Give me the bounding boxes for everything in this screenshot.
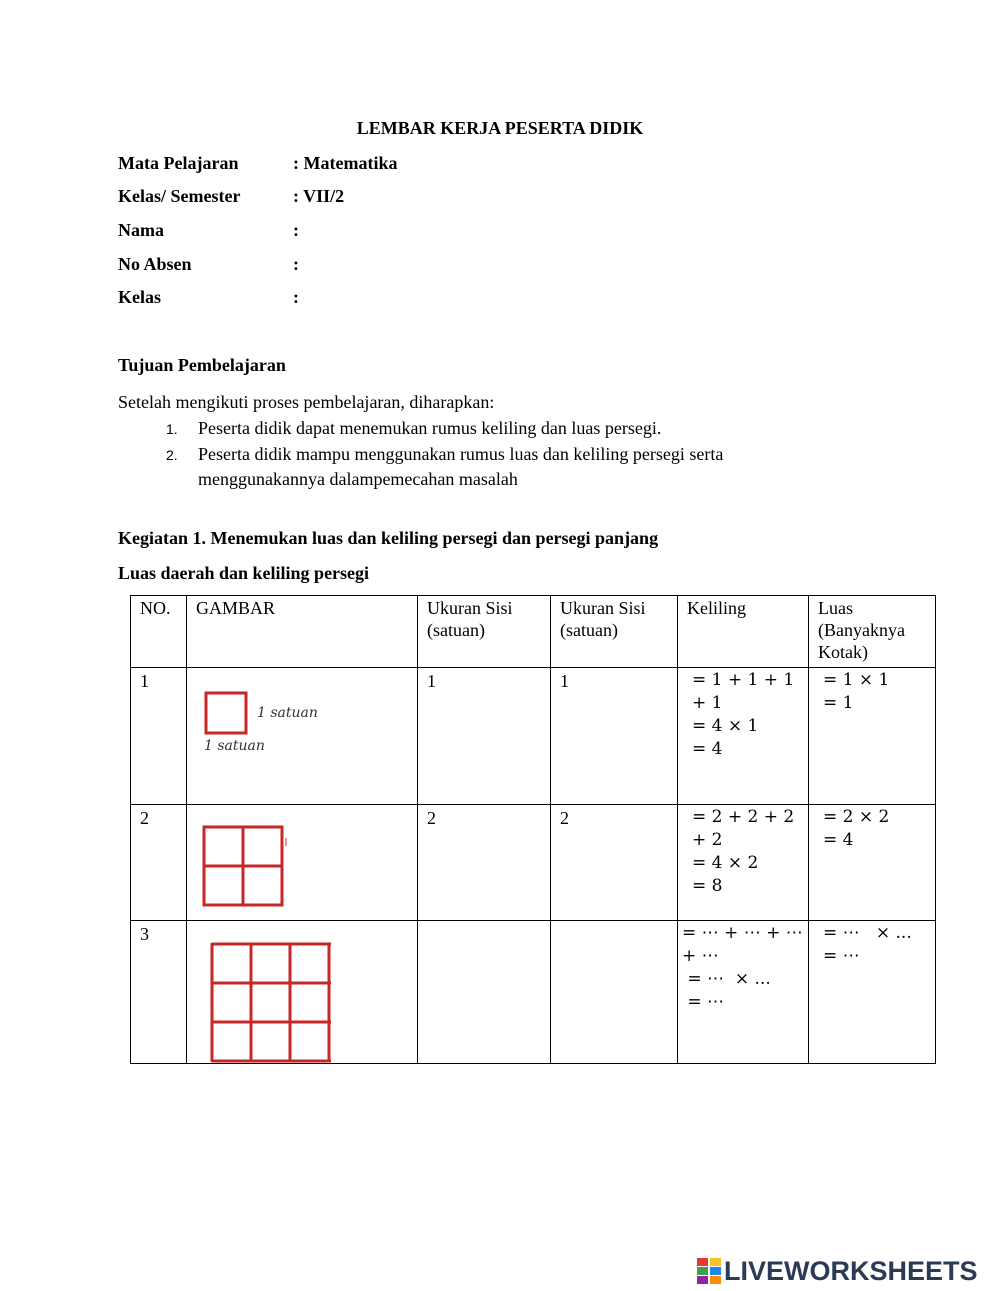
objective-text: Peserta didik mampu menggunakan rumus luas dan keliling persegi serta menggunakannya dalampemecahan masalah — [198, 444, 724, 489]
square-table — [130, 595, 936, 1064]
info-value-subject: : Matematika — [293, 153, 398, 173]
info-label-name: Nama — [118, 220, 164, 240]
col-header-no: NO. — [131, 596, 187, 668]
col-header-side-2: Ukuran Sisi (satuan) — [551, 596, 678, 668]
row-number: 1 — [131, 668, 187, 805]
row-number: 3 — [131, 921, 187, 1064]
square-figure-3 — [187, 921, 418, 1063]
info-label-class-semester: Kelas/ Semester — [118, 186, 241, 206]
luas-value[interactable]: = 1 × 1 = 1 — [809, 668, 936, 805]
square-figure-cell — [187, 805, 418, 921]
col-header-luas: Luas (Banyaknya Kotak) — [809, 596, 936, 668]
col-header-gambar: GAMBAR — [187, 596, 418, 668]
info-label-absence-number: No Absen — [118, 254, 192, 274]
luas-value[interactable]: = ⋯ × ... = ⋯ — [809, 921, 936, 1064]
activity-heading: Kegiatan 1. Menemukan luas dan keliling persegi dan persegi panjang — [118, 528, 659, 548]
side-value-2[interactable]: 2 — [551, 805, 678, 921]
row-number: 2 — [131, 805, 187, 921]
table-header-row — [131, 596, 936, 668]
objective-text: Peserta didik dapat menemukan rumus keliling dan luas persegi. — [198, 418, 662, 438]
objective-number: 1. — [166, 421, 178, 437]
table-row — [131, 921, 936, 1064]
square-figure-cell — [187, 921, 418, 1064]
side-value-1[interactable]: 2 — [418, 805, 551, 921]
liveworksheets-logo-icon — [697, 1258, 721, 1284]
side-value-1[interactable]: 1 — [418, 668, 551, 805]
liveworksheets-logo — [697, 1253, 978, 1289]
side-label-right: 1 satuan — [257, 705, 318, 721]
objective-number: 2. — [166, 447, 178, 463]
info-value-class[interactable]: : — [293, 287, 299, 307]
objectives-heading: Tujuan Pembelajaran — [118, 355, 286, 375]
keliling-value[interactable]: = ⋯ + ⋯ + ⋯ + ⋯ = ⋯ × ... = ⋯ — [678, 921, 809, 1064]
square-figure-2 — [187, 805, 418, 920]
liveworksheets-logo-text: LIVEWORKSHEETS — [724, 1255, 978, 1286]
side-value-2[interactable]: 1 — [551, 668, 678, 805]
info-value-class-semester: : VII/2 — [293, 186, 345, 206]
objectives-intro: Setelah mengikuti proses pembelajaran, diharapkan: — [118, 392, 495, 412]
luas-value[interactable]: = 2 × 2 = 4 — [809, 805, 936, 921]
info-value-name[interactable]: : — [293, 220, 299, 240]
keliling-value[interactable]: = 2 + 2 + 2 + 2 = 4 × 2 = 8 — [678, 805, 809, 921]
unit-square — [206, 693, 246, 733]
page-title: LEMBAR KERJA PESERTA DIDIK — [356, 118, 644, 138]
square-figure-cell — [187, 668, 418, 805]
side-value-1[interactable] — [418, 921, 551, 1064]
activity-subheading: Luas daerah dan keliling persegi — [118, 563, 370, 583]
info-value-absence-number[interactable]: : — [293, 254, 299, 274]
keliling-value[interactable]: = 1 + 1 + 1 + 1 = 4 × 1 = 4 — [678, 668, 809, 805]
info-label-class: Kelas — [118, 287, 161, 307]
info-label-subject: Mata Pelajaran — [118, 153, 239, 173]
col-header-keliling: Keliling — [678, 596, 809, 668]
col-header-side-1: Ukuran Sisi (satuan) — [418, 596, 551, 668]
side-value-2[interactable] — [551, 921, 678, 1064]
side-label-bottom: 1 satuan — [204, 738, 265, 754]
table-row — [131, 805, 936, 921]
table-row — [131, 668, 936, 805]
